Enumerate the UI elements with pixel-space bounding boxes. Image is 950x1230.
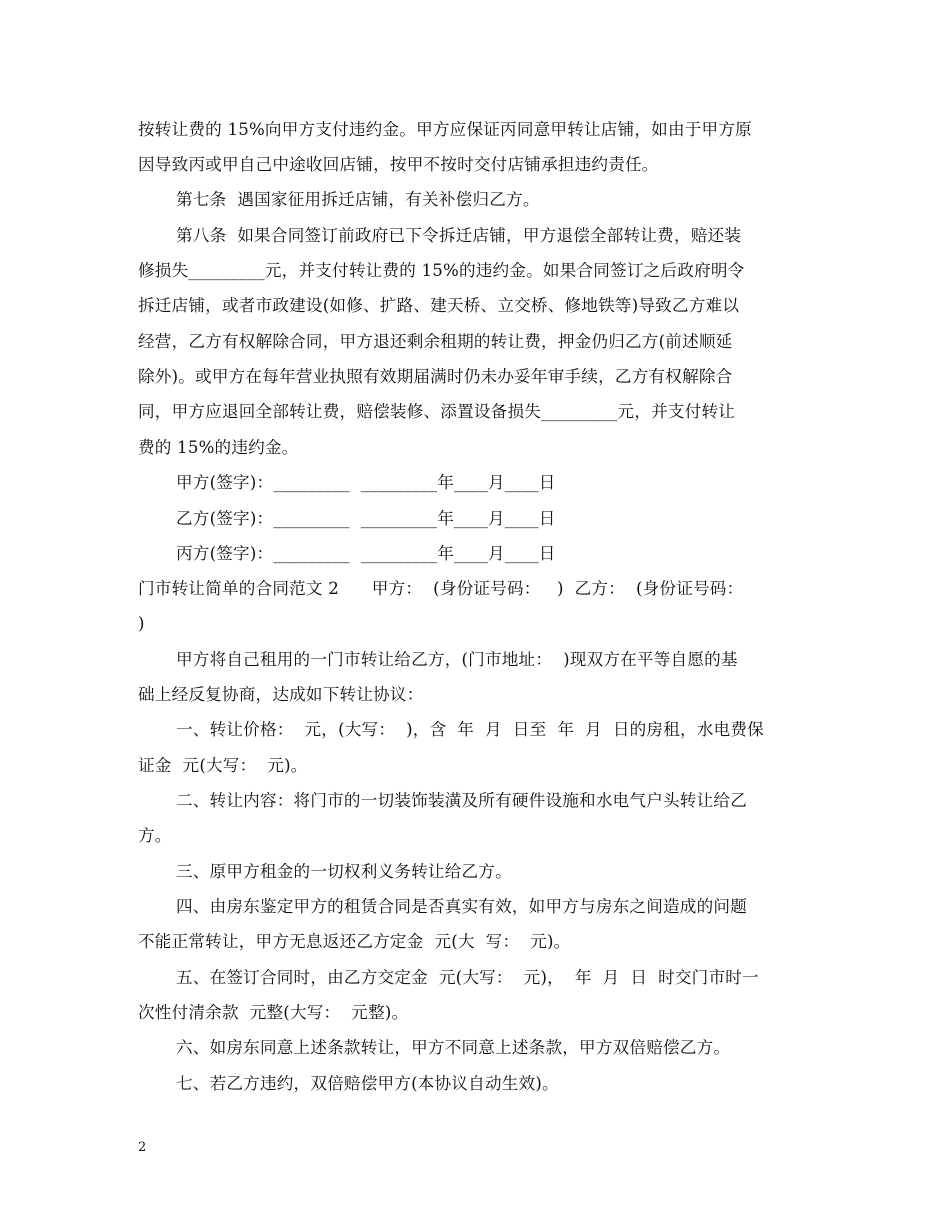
page-number: 2 [138,1140,147,1155]
clause-6: 六、如房东同意上述条款转让，甲方不同意上述条款，甲方双倍赔偿乙方。 [176,1038,731,1057]
text-line: 同，甲方应退回全部转让费，赔偿装修、添置设备损失_________元，并支付转让 [138,402,736,421]
text-line: 不能正常转让，甲方无息返还乙方定金 元(大 写： 元)。 [138,932,571,951]
text-line: 础上经反复协商，达成如下转让协议： [138,685,424,704]
text-line: 按转让费的 15%向甲方支付违约金。甲方应保证丙同意甲转让店铺，如由于甲方原 [138,120,752,139]
text-line: 除外)。或甲方在每年营业执照有效期届满时仍未办妥年审手续，乙方有权解除合 [138,367,733,386]
clause-3: 三、原甲方租金的一切权利义务转让给乙方。 [176,862,512,881]
section-heading: 门市转让简单的合同范文 2 甲方： (身份证号码： ) 乙方： (身份证号码： [138,579,744,598]
text-line: 费的 15%的违约金。 [138,438,299,457]
clause-4: 四、由房东鉴定甲方的租赁合同是否真实有效，如甲方与房东之间造成的问题 [176,897,747,916]
text-line: 拆迁店铺，或者市政建设(如修、扩路、建天桥、立交桥、修地铁等)导致乙方难以 [138,296,740,315]
article-7: 第七条 遇国家征用拆迁店铺，有关补偿归乙方。 [176,190,540,209]
text-line: 经营，乙方有权解除合同，甲方退还剩余租期的转让费，押金仍归乙方(前述顺延 [138,332,733,351]
text-line: 修损失_________元，并支付转让费的 15%的违约金。如果合同签订之后政府明令 [138,261,745,280]
text-line: 次性付清余款 元整(大写： 元整)。 [138,1003,409,1022]
signature-party-b: 乙方(签字)：_________ _________年____月____日 [176,509,556,528]
signature-party-c: 丙方(签字)：_________ _________年____月____日 [176,544,556,563]
text-line: ) [138,614,145,633]
text-line: 方。 [138,826,172,845]
text-line: 证金 元(大写： 元)。 [138,756,308,775]
text-line: 因导致丙或甲自己中途收回店铺，按甲不按时交付店铺承担违约责任。 [138,155,659,174]
paragraph-intro: 甲方将自己租用的一门市转让给乙方，(门市地址： )现双方在平等自愿的基 [176,650,738,669]
signature-party-a: 甲方(签字)：_________ _________年____月____日 [176,473,556,492]
article-8: 第八条 如果合同签订前政府已下令拆迁店铺，甲方退偿全部转让费，赔还装 [176,226,742,245]
clause-1: 一、转让价格： 元，(大写： )，含 年 月 日至 年 月 日的房租，水电费保 [176,720,764,739]
clause-2: 二、转让内容：将门市的一切装饰装潢及所有硬件设施和水电气户头转让给乙 [176,791,747,810]
clause-7: 七、若乙方违约，双倍赔偿甲方(本协议自动生效)。 [176,1074,559,1093]
clause-5: 五、在签订合同时，由乙方交定金 元(大写： 元)， 年 月 日 时交门市时一 [176,968,759,987]
